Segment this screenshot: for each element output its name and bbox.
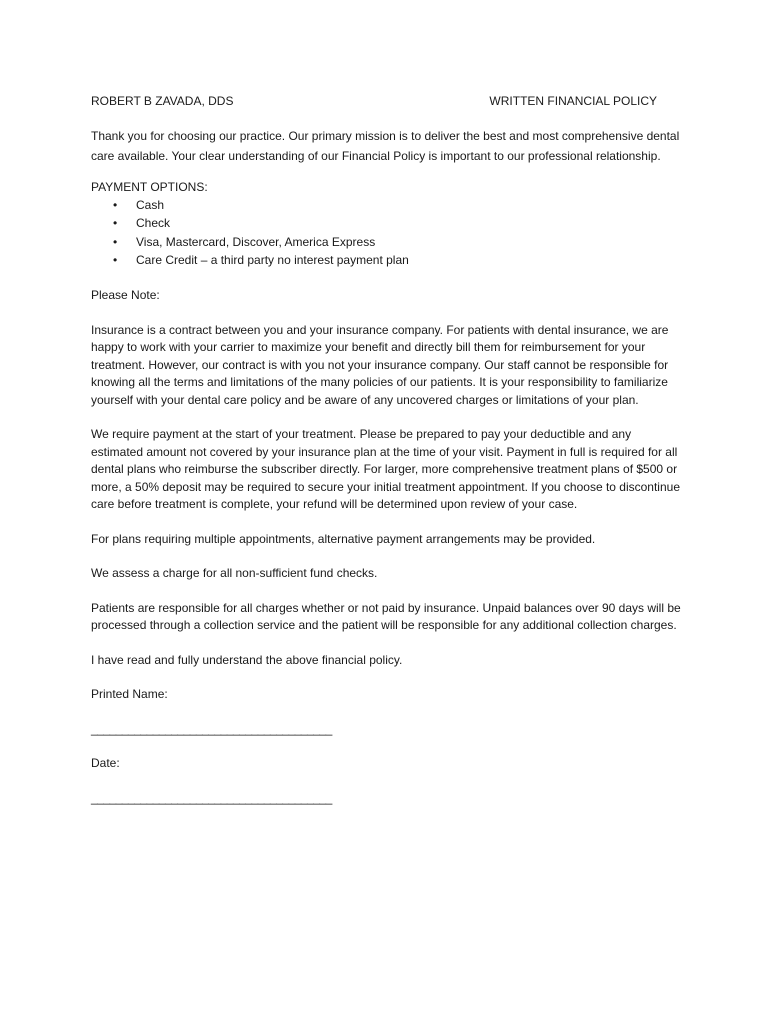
document-header xyxy=(91,93,657,110)
bullet-icon: • xyxy=(113,252,118,267)
list-item xyxy=(91,214,691,232)
multiple-appointments-paragraph: For plans requiring multiple appointments, alternative payment arrangements may be provided. xyxy=(91,531,596,546)
payment-required-paragraph: We require payment at the start of your treatment. Please be prepared to pay your deductible and any estimated amount not covered by your insurance plan at the time of your visit. Payment in full is required for all dental plans who reimburse the subscriber directly. For larger, more comprehensive treatment plans of $500 or more, a 50% deposit may be required to secure your initial treatment appointment. If you choose to discontinue care before treatment is complete, your refund will be determined upon review of your case. xyxy=(91,427,680,512)
financial-policy-document xyxy=(91,93,691,807)
payment-options-heading: PAYMENT OPTIONS: xyxy=(91,180,208,194)
nsf-paragraph: We assess a charge for all non-sufficient fund checks. xyxy=(91,566,378,581)
responsibility-paragraph: Patients are responsible for all charges whether or not paid by insurance. Unpaid balances over 90 days will be processed through a collection service and the patient will be responsible for any additional collection charges. xyxy=(91,600,681,633)
printed-name-field[interactable]: _______________________________________ xyxy=(91,721,332,736)
list-item xyxy=(91,233,691,251)
printed-name-label: Printed Name: xyxy=(91,687,168,702)
insurance-paragraph: Insurance is a contract between you and your insurance company. For patients with dental insurance, we are happy to work with your carrier to maximize your benefit and directly bill them for reimbursement for your treatment. However, our contract is with you not your insurance company. Our staff cannot be responsible for knowing all the terms and limitations of the many policies of our patients. It is your responsibility to familiarize yourself with your dental care policy and be aware of any uncovered charges or limitations of your plan. xyxy=(91,322,669,407)
practice-name: ROBERT B ZAVADA, DDS xyxy=(91,94,234,108)
bullet-icon: • xyxy=(113,198,118,212)
bullet-icon: • xyxy=(113,234,118,249)
payment-options-list xyxy=(91,196,691,269)
list-item xyxy=(91,251,691,269)
intro-paragraph: Thank you for choosing our practice. Our primary mission is to deliver the best and most comprehensive dental care available. Your clear understanding of our Financial Policy is important to our professional relationship. xyxy=(91,129,680,163)
payment-option-cards: Visa, Mastercard, Discover, America Express xyxy=(136,234,376,249)
date-label: Date: xyxy=(91,756,120,771)
acknowledgement-paragraph: I have read and fully understand the above financial policy. xyxy=(91,652,403,667)
document-title: WRITTEN FINANCIAL POLICY xyxy=(489,94,657,108)
please-note-heading: Please Note: xyxy=(91,288,160,303)
bullet-icon: • xyxy=(113,216,118,231)
payment-option-care-credit: Care Credit – a third party no interest payment plan xyxy=(136,252,409,267)
list-item xyxy=(91,196,691,214)
payment-option-check: Check xyxy=(136,216,171,231)
date-field[interactable]: _______________________________________ xyxy=(91,790,332,805)
payment-option-cash: Cash xyxy=(136,198,165,212)
